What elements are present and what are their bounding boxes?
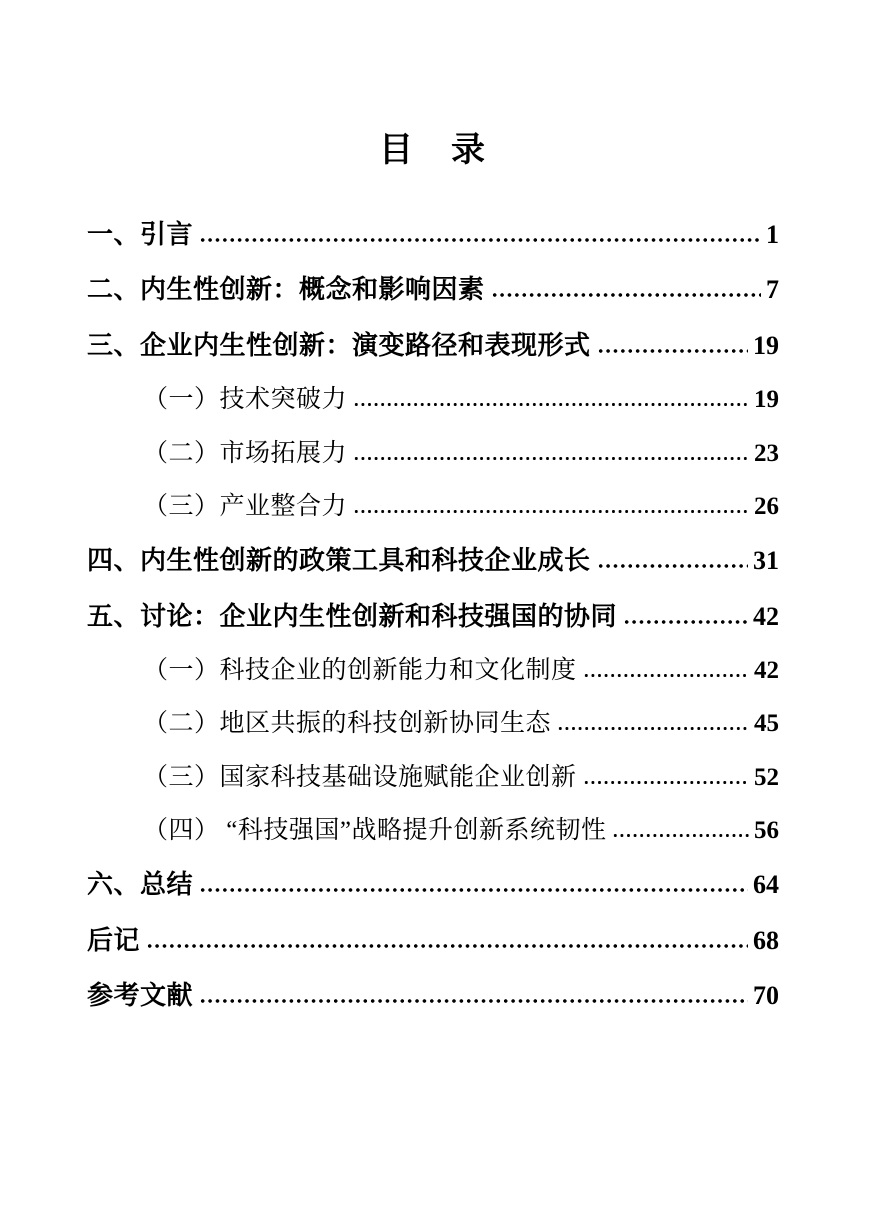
- toc-entry: [87, 491, 779, 522]
- dot-leader: [612, 833, 749, 838]
- toc-entry: [87, 329, 779, 363]
- toc-entry-label: （一）科技企业的创新能力和文化制度: [143, 657, 577, 685]
- dot-leader: [491, 292, 761, 298]
- toc-entry-label: 六、总结: [87, 869, 194, 900]
- toc-entry: [87, 218, 779, 252]
- toc-entry: [87, 544, 779, 578]
- dot-leader: [199, 237, 761, 243]
- dot-leader: [353, 402, 749, 407]
- toc-entry-label: 二、内生性创新：概念和影响因素: [87, 274, 485, 305]
- toc-entry-page: 42: [754, 657, 779, 685]
- toc-entry-label: 参考文献: [87, 980, 194, 1011]
- toc-entry-page: 26: [754, 492, 779, 520]
- toc-entry-page: 70: [753, 981, 779, 1011]
- toc-entry-label: 后记: [87, 924, 141, 955]
- page-title: 目 录: [379, 131, 487, 169]
- toc-entry-label: （三）国家科技基础设施赋能企业创新: [143, 763, 577, 791]
- dot-leader: [146, 943, 748, 949]
- toc-entry-page: 19: [753, 330, 779, 360]
- dot-leader: [597, 348, 748, 354]
- toc-entry-page: 31: [753, 546, 779, 576]
- toc-entry-label: 一、引言: [87, 218, 194, 249]
- toc-entry-page: 68: [753, 925, 779, 955]
- toc-entry-label: （三）产业整合力: [143, 492, 348, 520]
- toc-entry-page: 42: [753, 601, 779, 631]
- dot-leader: [199, 998, 748, 1004]
- toc-entry: [87, 868, 779, 902]
- toc-entry-label: 四、内生性创新的政策工具和科技企业成长: [87, 545, 591, 576]
- toc-entry: [87, 979, 779, 1013]
- toc-entry-label: （一）技术突破力: [143, 386, 348, 414]
- toc-entry-label: 三、企业内生性创新：演变路径和表现形式: [87, 329, 591, 360]
- toc-entry: [87, 708, 779, 739]
- dot-leader: [353, 509, 749, 514]
- toc-entry-page: 19: [754, 386, 779, 414]
- dot-leader: [557, 726, 749, 731]
- toc-entry-page: 45: [754, 710, 779, 738]
- dot-leader: [597, 563, 748, 569]
- toc-entry-page: 52: [754, 763, 779, 791]
- toc-entry-label: 五、讨论：企业内生性创新和科技强国的协同: [87, 600, 618, 631]
- toc-entry-page: 7: [766, 275, 779, 305]
- dot-leader: [583, 780, 749, 785]
- dot-leader: [623, 619, 748, 625]
- toc-entry: [87, 438, 779, 469]
- toc-entry: [87, 273, 779, 307]
- toc-entry: [87, 924, 779, 958]
- toc-entry: [87, 655, 779, 686]
- toc-entry-page: 56: [754, 816, 779, 844]
- toc-entry-label: （二）市场拓展力: [143, 439, 348, 467]
- toc-entry-label: （四） “科技强国”战略提升创新系统韧性: [143, 816, 607, 844]
- toc-entry-label: （二）地区共振的科技创新协同生态: [143, 710, 552, 738]
- toc-entry: [87, 384, 779, 415]
- dot-leader: [583, 673, 749, 678]
- dot-leader: [199, 887, 748, 893]
- dot-leader: [353, 456, 749, 461]
- toc-entry-page: 1: [766, 219, 779, 249]
- toc-entry-page: 64: [753, 870, 779, 900]
- toc-entry: [87, 762, 779, 793]
- toc-entry: [87, 600, 779, 634]
- toc-entry: [87, 815, 779, 846]
- toc-entry-page: 23: [754, 439, 779, 467]
- table-of-contents: [87, 218, 779, 1013]
